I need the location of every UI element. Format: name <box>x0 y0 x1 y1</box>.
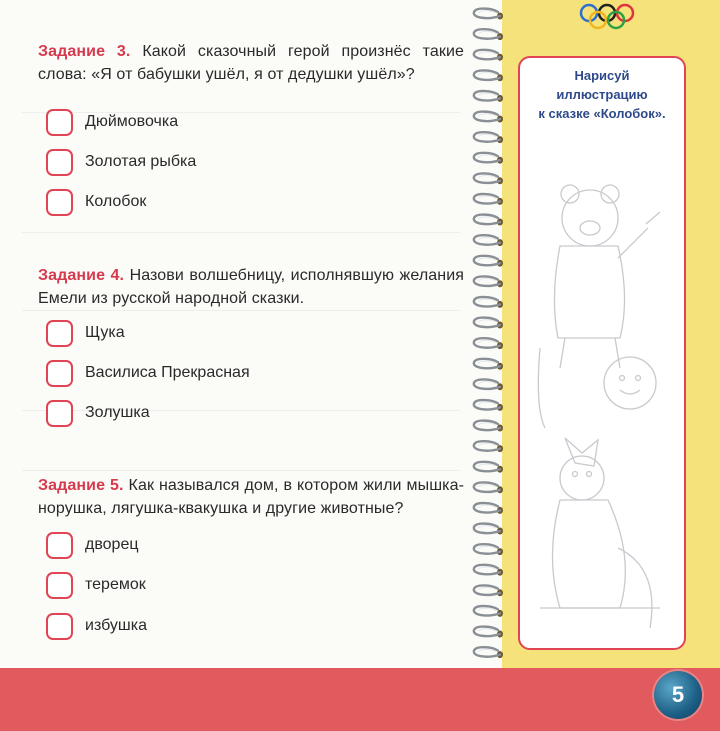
task-3-question <box>38 40 464 86</box>
checkbox[interactable] <box>46 613 73 640</box>
spiral-coil <box>474 318 503 329</box>
option-label: дворец <box>85 536 139 553</box>
card-title-line-2: иллюстрацию <box>556 87 648 102</box>
task-4-question <box>38 264 464 310</box>
spiral-coil <box>474 29 503 40</box>
task-3-option-3[interactable] <box>46 187 146 217</box>
spiral-coil <box>474 235 503 246</box>
option-label: Дюймовочка <box>85 113 179 130</box>
task-3-label: Задание 3. <box>38 43 131 60</box>
spiral-coil <box>474 50 503 61</box>
spiral-binding <box>470 0 508 668</box>
spiral-coil <box>474 441 503 452</box>
task-4-option-3[interactable] <box>46 398 150 428</box>
spiral-coil <box>474 9 503 20</box>
spiral-coil <box>474 524 503 535</box>
checkbox[interactable] <box>46 320 73 347</box>
footer-bar <box>0 668 720 731</box>
spiral-coil <box>474 627 503 638</box>
faded-illustration-sketch <box>520 128 684 648</box>
spiral-coil <box>474 544 503 555</box>
task-3-text: Какой сказочный герой произнёс такие слова: «Я от бабушки ушёл, я от дедушки ушёл»? <box>38 43 465 83</box>
task-5-question <box>38 474 464 520</box>
spiral-coil <box>474 359 503 370</box>
page-number-badge <box>654 671 702 719</box>
spiral-coil <box>474 132 503 143</box>
spiral-coil <box>474 503 503 514</box>
task-5-option-2[interactable] <box>46 570 146 600</box>
card-title-line-1: Нарисуй <box>574 68 630 83</box>
option-label: Колобок <box>85 193 147 210</box>
checkbox[interactable] <box>46 109 73 136</box>
checkbox[interactable] <box>46 400 73 427</box>
checkbox[interactable] <box>46 189 73 216</box>
task-4-text: Назови волшебницу, исполнявшую желания Емели из русской народной сказки. <box>38 267 464 307</box>
spiral-coil <box>474 215 503 226</box>
option-label: теремок <box>85 576 146 593</box>
spiral-coil <box>474 256 503 267</box>
task-3-option-1[interactable] <box>46 107 178 137</box>
drawing-card <box>518 56 686 650</box>
card-title <box>520 66 684 123</box>
spiral-coil <box>474 606 503 617</box>
task-4-option-2[interactable] <box>46 358 250 388</box>
task-4-label: Задание 4. <box>38 267 125 284</box>
spiral-coil <box>474 338 503 349</box>
option-label: Василиса Прекрасная <box>85 364 250 381</box>
spiral-coil <box>474 276 503 287</box>
spiral-coil <box>474 91 503 102</box>
spiral-coil <box>474 173 503 184</box>
option-label: Золушка <box>85 404 150 421</box>
checkbox[interactable] <box>46 149 73 176</box>
task-3-option-2[interactable] <box>46 147 196 177</box>
olympic-rings-icon <box>575 2 665 30</box>
task-5-label: Задание 5. <box>38 477 124 494</box>
card-title-line-3: к сказке «Колобок». <box>538 106 666 121</box>
task-5-option-1[interactable] <box>46 530 139 560</box>
task-5-text: Как назывался дом, в котором жили мышка-норушка, лягушка-квакушка и другие животные? <box>38 477 465 517</box>
spiral-coil <box>474 112 503 123</box>
page-number: 5 <box>671 682 685 707</box>
spiral-coil <box>474 379 503 390</box>
spiral-coil <box>474 565 503 576</box>
option-label: Щука <box>85 324 125 341</box>
spiral-coil <box>474 70 503 81</box>
checkbox[interactable] <box>46 572 73 599</box>
option-label: Золотая рыбка <box>85 153 197 170</box>
spiral-coil <box>474 297 503 308</box>
spiral-coil <box>474 482 503 493</box>
checkbox[interactable] <box>46 532 73 559</box>
spiral-coil <box>474 400 503 411</box>
spiral-coil <box>474 462 503 473</box>
task-4-option-1[interactable] <box>46 318 125 348</box>
spiral-coil <box>474 647 503 658</box>
task-5-option-3[interactable] <box>46 611 147 641</box>
spiral-coil <box>474 585 503 596</box>
spiral-coil <box>474 421 503 432</box>
spiral-coil <box>474 194 503 205</box>
spiral-coil <box>474 153 503 164</box>
option-label: избушка <box>85 617 147 634</box>
checkbox[interactable] <box>46 360 73 387</box>
